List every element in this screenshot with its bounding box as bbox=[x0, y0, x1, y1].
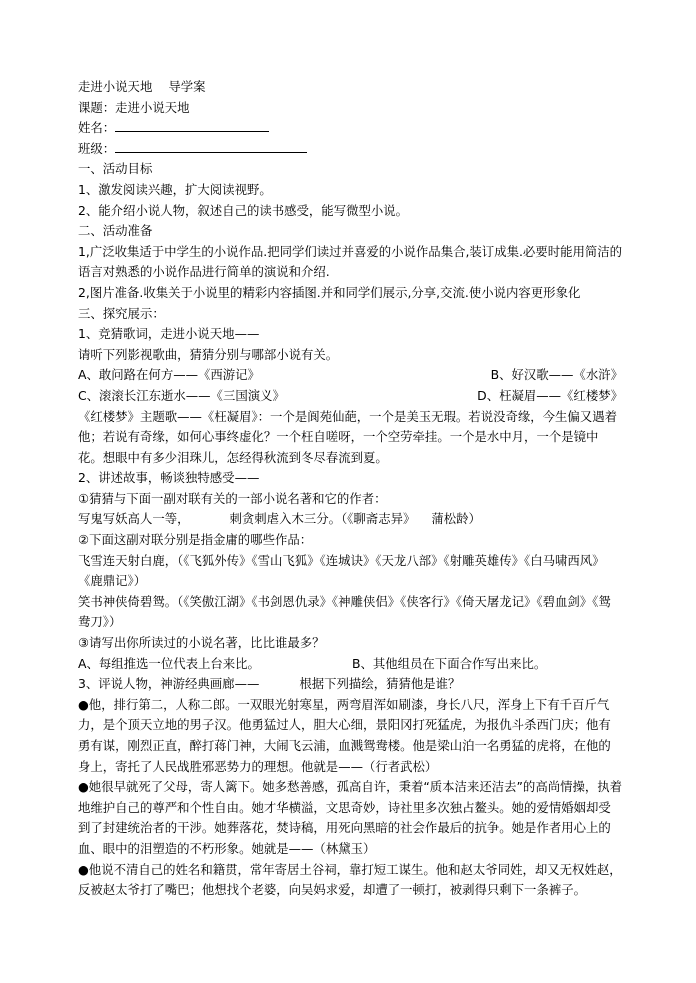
couplet-left: 写鬼写妖高人一等， bbox=[78, 511, 190, 527]
couplet-right: 刺贪刺虐入木三分。 bbox=[229, 511, 342, 527]
question-3-a: A、每组推选一位代表上台来比。 bbox=[78, 655, 260, 671]
class-label: 班级： bbox=[78, 140, 116, 156]
name-blank[interactable] bbox=[115, 118, 269, 132]
question-3-b: B、其他组员在下面合作写出来比。 bbox=[351, 655, 547, 671]
item1-title: 1、竞猜歌词，走进小说天地—— bbox=[78, 326, 260, 342]
goal-1: 1、激发阅读兴趣，扩大阅读视野。 bbox=[78, 181, 272, 197]
name-label: 姓名： bbox=[78, 120, 116, 136]
prep-2: 2,图片准备.收集关于小说里的精彩内容插图.并和同学们展示,分享,交流.使小说内容更形象化 bbox=[78, 284, 581, 300]
jinyong-line-2: 笑书神侠倚碧鸳。（《笑傲江湖》《书剑恩仇录》《神雕侠侣》《侠客行》《倚天屠龙记》《碧血剑》《鸳鸯刀》） bbox=[78, 593, 611, 630]
question-2: ②下面这副对联分别是指金庸的哪些作品： bbox=[78, 532, 313, 548]
goal-2: 2、能介绍小说人物，叙述自己的读书感受，能写微型小说。 bbox=[78, 202, 409, 218]
couplet-line bbox=[78, 509, 623, 530]
song-b: B、好汉歌——《水浒》 bbox=[490, 367, 623, 383]
class-blank[interactable] bbox=[115, 139, 307, 153]
doc-title-line bbox=[78, 77, 623, 98]
couplet-author: 蒲松龄） bbox=[431, 511, 481, 527]
songs-row-2 bbox=[78, 386, 623, 407]
song-c: C、滚滚长江东逝水——《三国演义》 bbox=[78, 387, 285, 403]
song-d: D、枉凝眉——《红楼梦》 bbox=[477, 387, 623, 403]
document-page bbox=[78, 77, 623, 901]
item3-intro: 根据下列描绘，猜猜他是谁？ bbox=[299, 676, 461, 692]
question-3: ③请写出你所读过的小说名著，比比谁最多？ bbox=[78, 635, 325, 651]
jinyong-line-1: 飞雪连天射白鹿，（《飞狐外传》《雪山飞狐》《连城诀》《天龙八部》《射雕英雄传》《白马啸西风》《鹿鼎记》） bbox=[78, 552, 605, 589]
character-1: ●他，排行第二，人称二郎。一双眼光射寒星，两弯眉浑如刷漆，身长八尺，浑身上下有千百斤气力，是个顶天立地的男子汉。他勇猛过人，胆大心细，景阳冈打死猛虎，为报仇斗杀西门庆；他有勇有谋，刚烈正直，醉打蒋门神，大闹飞云浦，血溅鸳鸯楼。他是梁山泊一名勇猛的虎将，在他的身上，寄托了人民战胜邪恶势力的理想。他就是——（行者武松） bbox=[78, 696, 611, 774]
character-3: ●他说不清自己的姓名和籍贯，常年寄居土谷祠，靠打短工谋生。他和赵太爷同姓，却又无权姓赵，反被赵太爷打了嘴巴；他想找个老婆，向吴妈求爱，却遭了一顿打，被剥得只剩下一条裤子。 bbox=[78, 861, 622, 898]
question-1: ①猜猜与下面一副对联有关的一部小说名著和它的作者： bbox=[78, 490, 387, 506]
song-a: A、敢问路在何方——《西游记》 bbox=[78, 367, 260, 383]
class-line bbox=[78, 139, 623, 160]
couplet-answer: （《聊斋志异》 bbox=[341, 511, 416, 527]
doc-type: 导学案 bbox=[168, 79, 206, 94]
item3-title: 3、评说人物，神游经典画廊—— bbox=[78, 676, 260, 692]
question-3-options bbox=[78, 654, 623, 675]
songs-row-1 bbox=[78, 365, 623, 386]
character-2: ●她很早就死了父母，寄人篱下。她多愁善感，孤高自许，秉着“质本洁来还洁去”的高尚情操，执着地维护自己的尊严和个性自由。她才华横溢，文思奇妙，诗社里多次独占鳌头。她的爱情婚姻却受到了封建统治者的干涉。她葬落花，焚诗稿，用死向黑暗的社会作最后的抗争。她是作者用心上的血、眼中的泪塑造的不朽形象。她就是——（林黛玉） bbox=[78, 779, 623, 856]
goals-heading: 一、活动目标 bbox=[78, 161, 153, 177]
doc-title: 走进小说天地 bbox=[78, 79, 153, 94]
prep-heading: 二、活动准备 bbox=[78, 223, 153, 239]
lyrics-paragraph: 《红楼梦》主题歌——《枉凝眉》：一个是阆苑仙葩，一个是美玉无瑕。若说没奇缘，今生偏又遇着他；若说有奇缘，如何心事终虚化？一个枉自嗟呀，一个空劳牵挂。一个是水中月，一个是镜中花。想眼中有多少泪珠儿，怎经得秋流到冬尽春流到夏。 bbox=[78, 408, 617, 465]
explore-heading: 三、探究展示： bbox=[78, 305, 165, 321]
name-line bbox=[78, 118, 623, 139]
prep-1: 1,广泛收集适于中学生的小说作品.把同学们读过并喜爱的小说作品集合,装订成集.必要时能用简洁的语言对熟悉的小说作品进行简单的演说和介绍. bbox=[78, 243, 623, 280]
lesson-line: 课题：走进小说天地 bbox=[78, 99, 190, 115]
item1-intro: 请听下列影视歌曲，猜猜分别与哪部小说有关。 bbox=[78, 346, 339, 362]
item2-title: 2、讲述故事，畅谈独特感受—— bbox=[78, 470, 260, 486]
item3-title-line bbox=[78, 674, 623, 695]
